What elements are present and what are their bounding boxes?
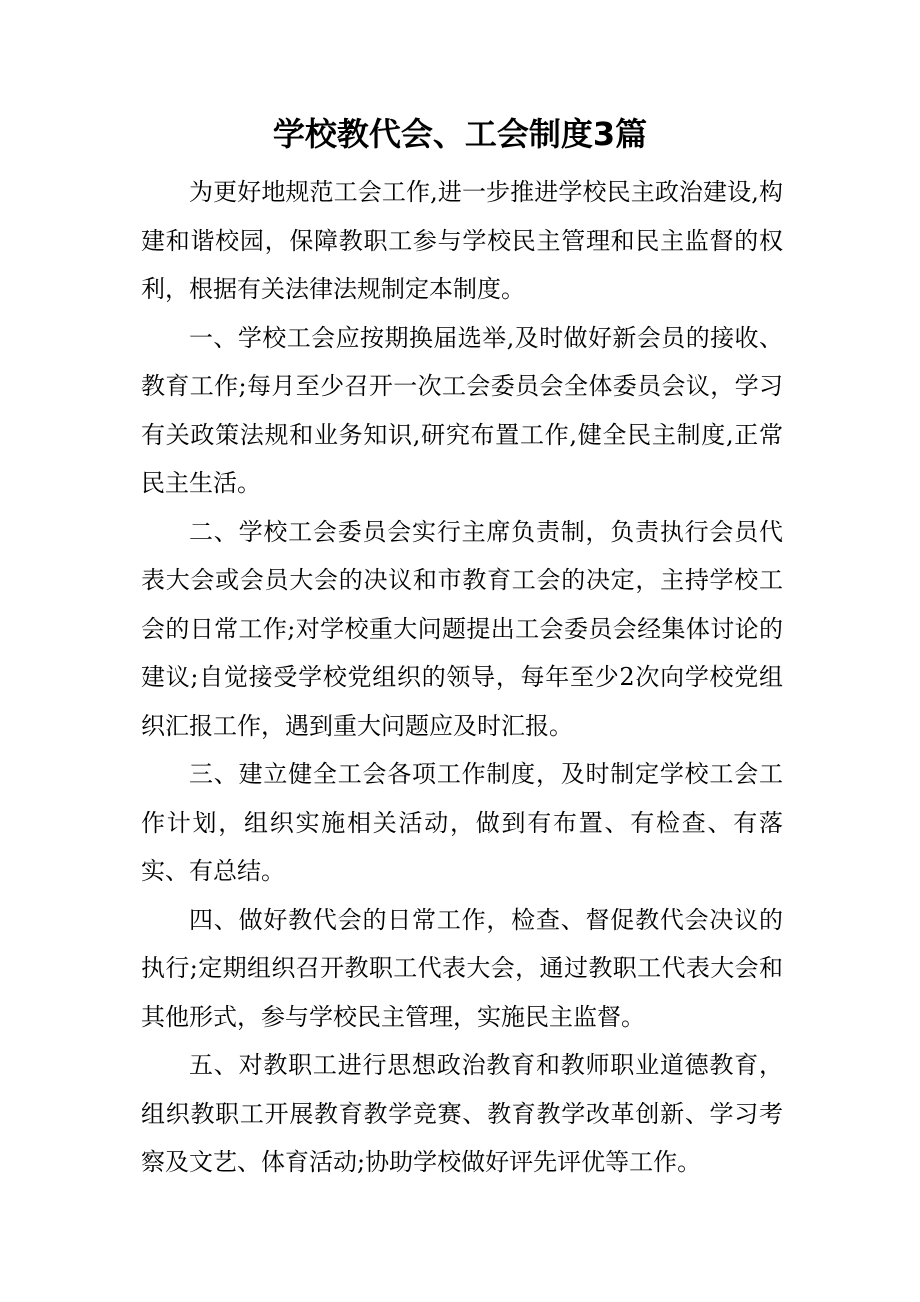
paragraph-5: 五、对教职工进行思想政治教育和教师职业道德教育，组织教职工开展教育教学竞赛、教育教学改革创新、学习考察及文艺、体育活动;协助学校做好评先评优等工作。: [141, 1051, 783, 1176]
document-body: [141, 168, 783, 1187]
paragraph-intro: 为更好地规范工会工作,进一步推进学校民主政治建设,构建和谐校园，保障教职工参与学校民主管理和民主监督的权利，根据有关法律法规制定本制度。: [141, 178, 783, 303]
paragraph-2: 二、学校工会委员会实行主席负责制，负责执行会员代表大会或会员大会的决议和市教育工会的决定，主持学校工会的日常工作;对学校重大问题提出工会委员会经集体讨论的建议;自觉接受学校党组织的领导，每年至少2次向学校党组织汇报工作，遇到重大问题应及时汇报。: [141, 517, 783, 740]
paragraph-4: 四、做好教代会的日常工作，检查、督促教代会决议的执行;定期组织召开教职工代表大会，通过教职工代表大会和其他形式，参与学校民主管理，实施民主监督。: [141, 905, 783, 1031]
document-title: 学校教代会、工会制度3篇: [272, 115, 648, 153]
paragraph-3: 三、建立健全工会各项工作制度，及时制定学校工会工作计划，组织实施相关活动，做到有布置、有检查、有落实、有总结。: [141, 760, 783, 885]
paragraph-1: 一、学校工会应按期换届选举,及时做好新会员的接收、教育工作;每月至少召开一次工会委员会全体委员会议，学习有关政策法规和业务知识,研究布置工作,健全民主制度,正常民主生活。: [141, 323, 783, 497]
